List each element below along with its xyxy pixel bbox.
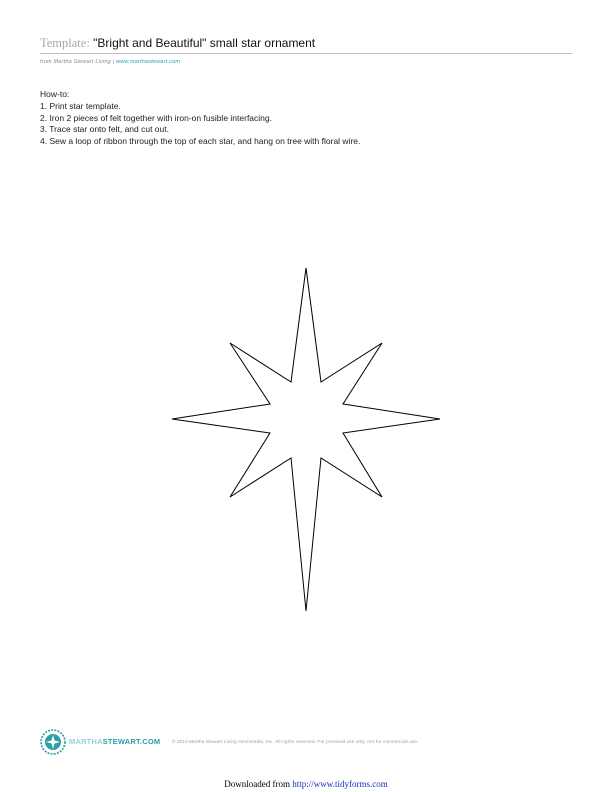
title-prefix: Template:: [40, 36, 90, 50]
copyright-text: © 2010 Martha Stewart Living Omnimedia, Inc. All rights reserved. For personal use only, not for commercial use.: [172, 739, 419, 744]
title-text: "Bright and Beautiful" small star ornament: [93, 36, 316, 50]
brand-part2: STEWART.COM: [102, 737, 161, 746]
instruction-step: 2. Iron 2 pieces of felt together with iron-on fusible interfacing.: [40, 112, 272, 123]
star-outline: [172, 268, 440, 611]
downloaded-prefix: Downloaded from: [224, 779, 293, 789]
instruction-step: 3. Trace star onto felt, and cut out.: [40, 124, 169, 135]
instruction-step: 4. Sew a loop of ribbon through the top of each star, and hang on tree with floral wire.: [40, 136, 361, 147]
instruction-step: 1. Print star template.: [40, 100, 121, 111]
source-link[interactable]: www.marthastewart.com: [116, 59, 181, 65]
instructions-heading: How-to:: [40, 89, 70, 99]
brand-part1: MARTHA: [69, 737, 103, 746]
source-prefix: from Martha Stewart Living |: [40, 59, 117, 65]
footer-brand[interactable]: [69, 737, 160, 746]
downloaded-link[interactable]: http://www.tidyforms.com: [292, 779, 388, 789]
martha-stewart-logo-icon: [40, 729, 66, 755]
downloaded-from: [0, 779, 612, 789]
